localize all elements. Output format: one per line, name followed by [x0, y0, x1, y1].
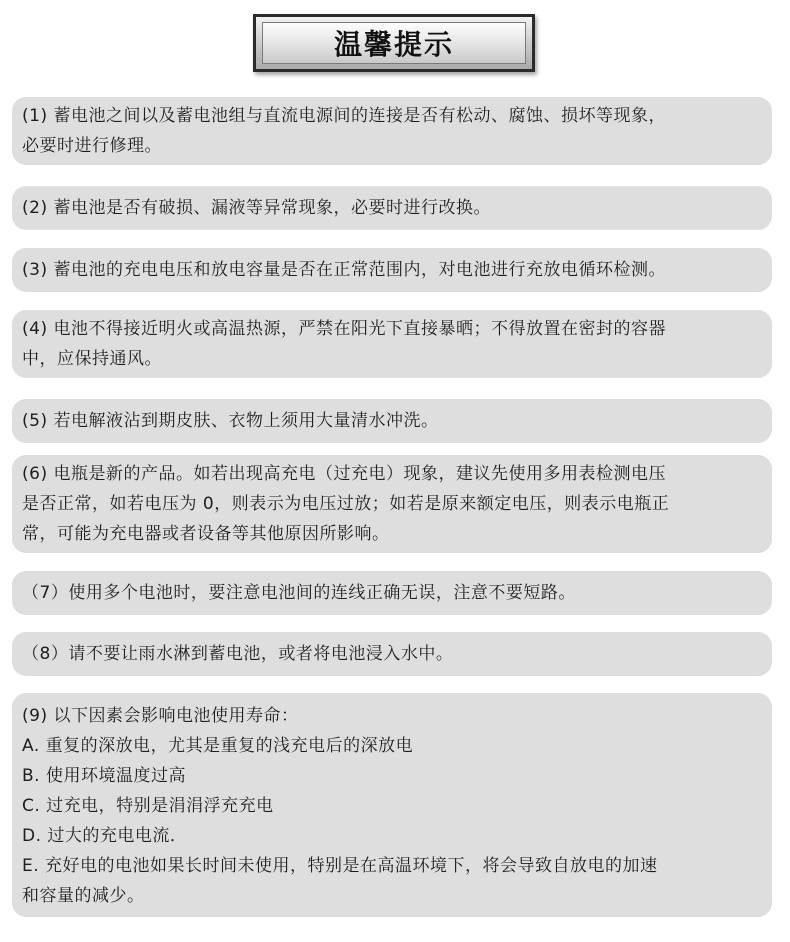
tip-8-line-1: （8）请不要让雨水淋到蓄电池，或者将电池浸入水中。: [22, 644, 454, 664]
page-title: 温馨提示: [333, 28, 454, 61]
tip-9-line-3: B. 使用环境温度过高: [22, 766, 186, 786]
tip-9-line-4: C. 过充电，特别是涓涓浮充充电: [22, 796, 274, 816]
tip-7-line-1: （7）使用多个电池时，要注意电池间的连线正确无误，注意不要短路。: [22, 583, 576, 603]
tip-9-line-1: (9) 以下因素会影响电池使用寿命：: [22, 706, 299, 726]
tip-8: [12, 632, 772, 676]
tip-9-line-2: A. 重复的深放电，尤其是重复的浅充电后的深放电: [22, 736, 414, 756]
tip-9: [12, 693, 772, 917]
tip-6: [12, 455, 772, 553]
tip-4: [12, 310, 772, 378]
tip-2-line-1: (2) 蓄电池是否有破损、漏液等异常现象，必要时进行改换。: [22, 198, 491, 218]
tip-1: [12, 97, 772, 165]
tip-4-line-2: 中，应保持通风。: [22, 349, 162, 369]
tip-6-line-2: 是否正常，如若电压为 0，则表示为电压过放；如若是原来额定电压，则表示电瓶正: [22, 494, 670, 514]
tip-6-line-3: 常，可能为充电器或者设备等其他原因所影响。: [22, 524, 390, 544]
tip-6-line-1: (6) 电瓶是新的产品。如若出现高充电（过充电）现象，建议先使用多用表检测电压: [22, 464, 666, 484]
tip-2: [12, 186, 772, 230]
tip-5: [12, 399, 772, 443]
tip-3: [12, 248, 772, 292]
tip-1-line-2: 必要时进行修理。: [22, 136, 162, 156]
header-banner: [253, 14, 535, 72]
tip-4-line-1: (4) 电池不得接近明火或高温热源，严禁在阳光下直接暴晒；不得放置在密封的容器: [22, 319, 666, 339]
tip-9-line-7: 和容量的减少。: [22, 886, 145, 906]
tip-9-line-6: E. 充好电的电池如果长时间未使用，特别是在高温环境下，将会导致自放电的加速: [22, 856, 658, 876]
tip-9-line-5: D. 过大的充电电流．: [22, 826, 188, 846]
tip-1-line-1: (1) 蓄电池之间以及蓄电池组与直流电源间的连接是否有松动、腐蚀、损坏等现象，: [22, 106, 666, 126]
tip-5-line-1: (5) 若电解液沾到期皮肤、衣物上须用大量清水冲洗。: [22, 411, 439, 431]
tip-7: [12, 571, 772, 615]
tip-3-line-1: (3) 蓄电池的充电电压和放电容量是否在正常范围内，对电池进行充放电循环检测。: [22, 260, 666, 280]
